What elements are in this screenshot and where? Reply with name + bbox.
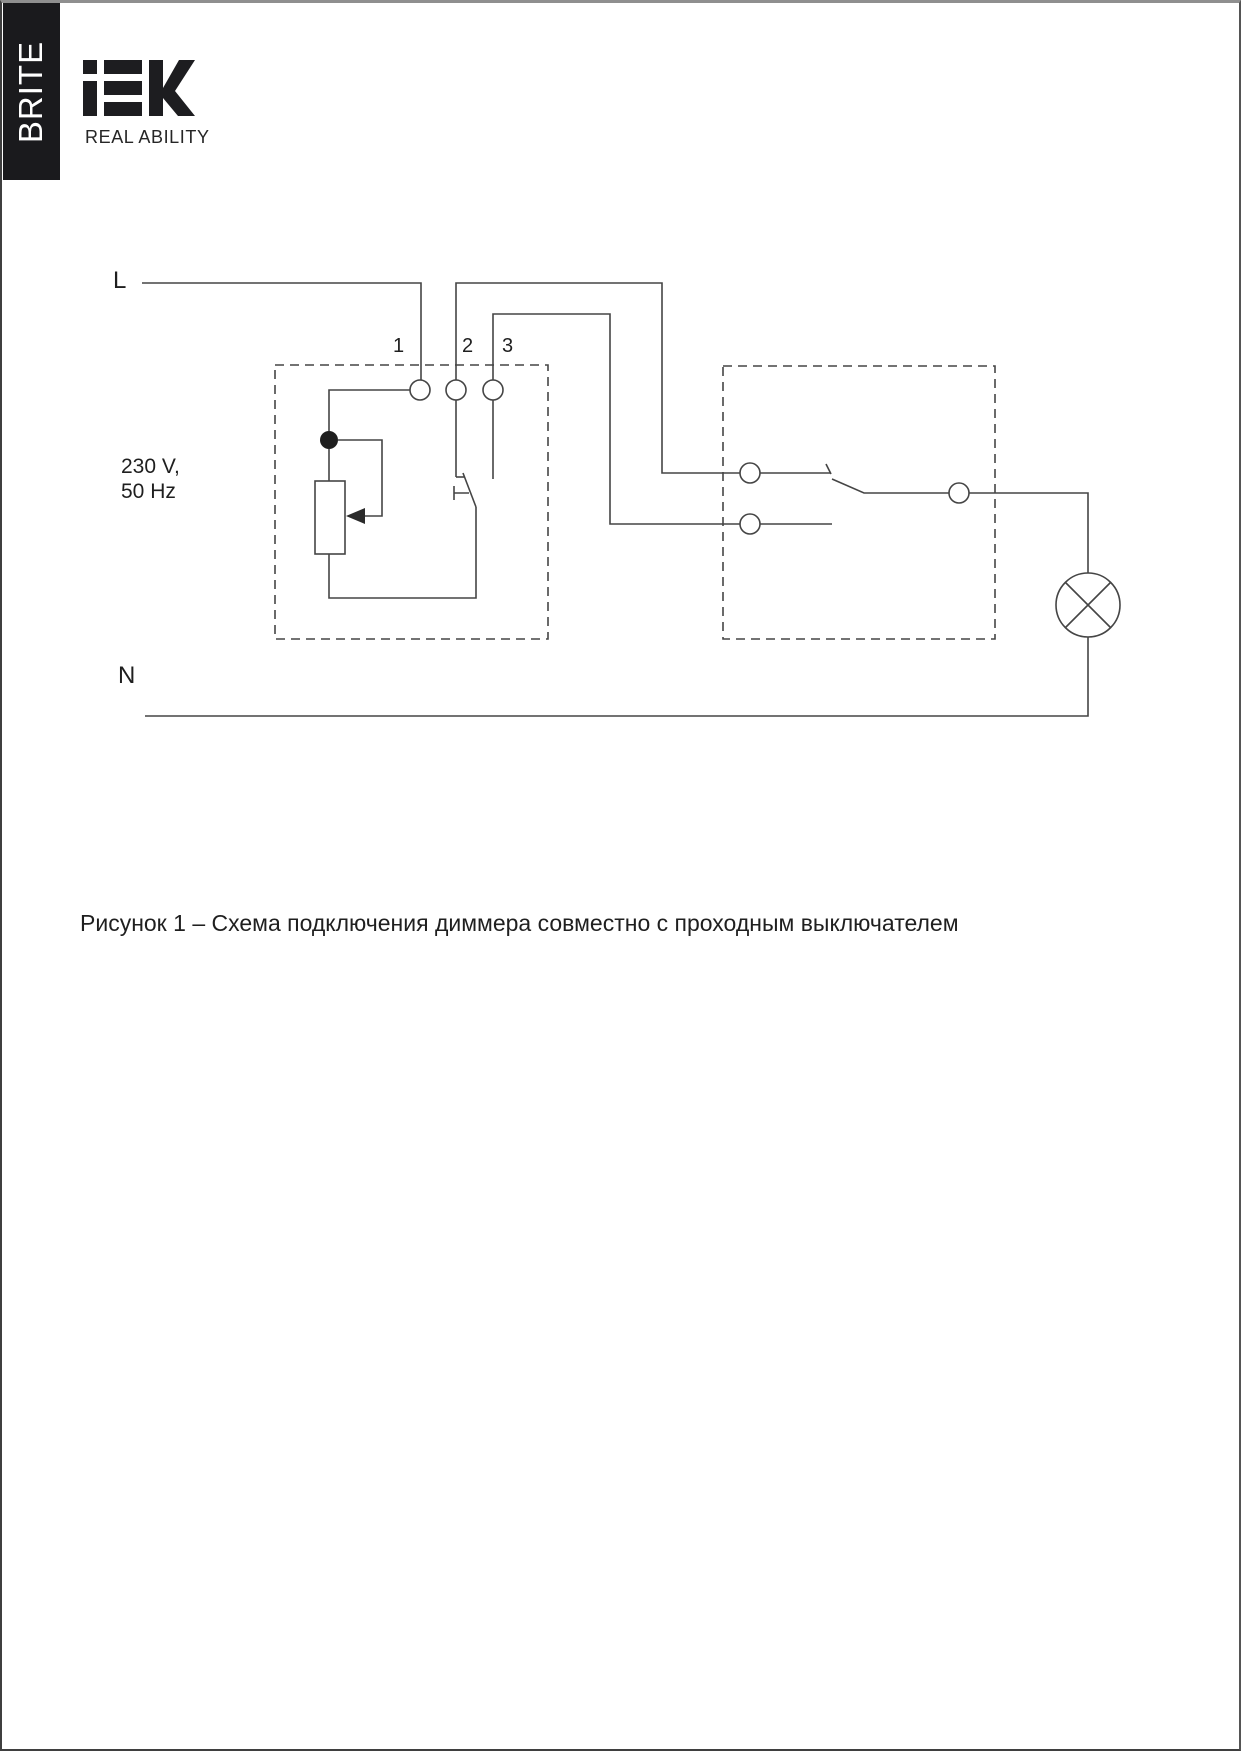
terminal-1-label: 1 xyxy=(393,335,405,357)
push-switch-actuator xyxy=(454,486,469,500)
dimmer-terminal-3 xyxy=(483,380,503,400)
voltage-value: 230 V, xyxy=(121,455,180,478)
figure-caption: Рисунок 1 – Схема подключения диммера совместно с проходным выключателем xyxy=(80,910,959,936)
terminal3-to-switch-wire xyxy=(493,314,740,524)
dimmer-terminal-1 xyxy=(410,380,430,400)
switch-lower-terminal xyxy=(740,514,760,534)
frequency-value: 50 Hz xyxy=(121,480,176,503)
dimmer-bottom-loop-wire xyxy=(329,507,476,598)
junction-dot xyxy=(320,431,338,449)
potentiometer-body xyxy=(315,481,345,554)
line-L-label: L xyxy=(113,267,127,294)
neutral-N-wire xyxy=(145,637,1088,716)
switch-common-to-lamp-wire xyxy=(969,493,1088,573)
lamp-symbol xyxy=(1056,573,1120,637)
brite-series-label: BRITE xyxy=(12,40,50,143)
neutral-N-label: N xyxy=(118,662,136,689)
terminal-3-label: 3 xyxy=(502,335,514,357)
terminal-2-label: 2 xyxy=(462,335,474,357)
terminal1-internal-wire xyxy=(329,390,410,431)
brand-tagline: REAL ABILITY xyxy=(85,127,210,147)
switch-upper-terminal xyxy=(740,463,760,483)
push-switch-blade xyxy=(463,473,476,507)
switch-blade xyxy=(832,479,949,493)
wiring-schematic xyxy=(2,3,1239,1749)
supply-rating-label xyxy=(121,454,180,504)
dimmer-terminal-2 xyxy=(446,380,466,400)
switch-common-terminal xyxy=(949,483,969,503)
terminal2-to-switch-wire xyxy=(456,283,740,473)
wiper-arrowhead xyxy=(346,508,365,524)
